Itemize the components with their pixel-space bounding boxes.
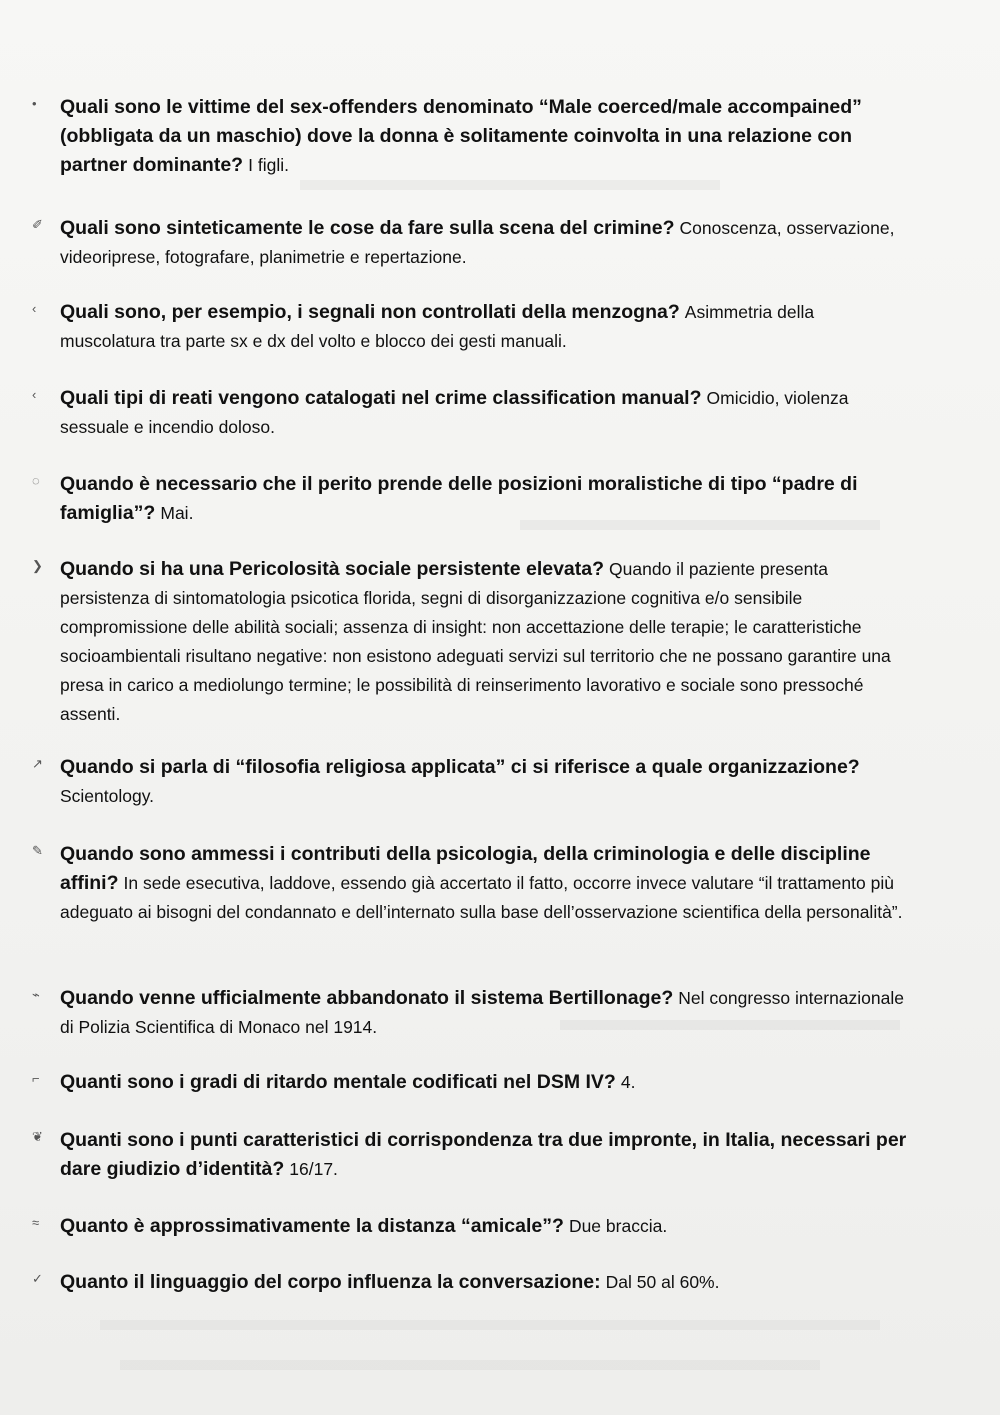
bullet-mark-icon: ‹ — [32, 301, 37, 316]
bullet-mark-icon: ↗ — [32, 756, 43, 771]
qa-item — [32, 555, 910, 729]
qa-item — [32, 384, 910, 442]
qa-item — [32, 840, 910, 927]
answer-text: Omicidio, violenza sessuale e incendio doloso. — [60, 388, 849, 437]
qa-item — [32, 1068, 910, 1097]
bullet-mark-icon: ❯ — [32, 558, 43, 573]
qa-item — [32, 1126, 910, 1184]
bullet-mark-icon: ≈ — [32, 1215, 40, 1230]
bullet-mark-icon: ⌁ — [32, 987, 40, 1002]
question-text: Quali sono sinteticamente le cose da fare sulla scena del crimine? — [60, 217, 675, 239]
qa-item — [32, 984, 910, 1042]
question-text: Quanti sono i punti caratteristici di corrispondenza tra due impronte, in Italia, necessari per dare giudizio d’identità? — [60, 1129, 907, 1180]
bullet-mark-icon: ✓ — [32, 1271, 43, 1286]
qa-item — [32, 298, 910, 356]
question-text: Quali sono le vittime del sex-offenders denominato “Male coerced/male accompained” (obbligata da un maschio) dove la donna è solitamente coinvolta in una relazione con partner dominante? — [60, 96, 862, 176]
bullet-mark-icon: ✐ — [32, 217, 43, 232]
question-text: Quanti sono i gradi di ritardo mentale codificati nel DSM IV? — [60, 1071, 616, 1093]
answer-text: Nel congresso internazionale di Polizia Scientifica di Monaco nel 1914. — [60, 988, 904, 1037]
answer-text: Due braccia. — [568, 1216, 668, 1236]
question-text: Quando si parla di “filosofia religiosa applicata” ci si riferisce a quale organizzazione? — [60, 756, 860, 778]
bullet-mark-icon: ◌ — [32, 473, 40, 488]
question-text: Quando venne ufficialmente abbandonato il sistema Bertillonage? — [60, 987, 674, 1009]
answer-text: 4. — [620, 1072, 636, 1092]
bullet-mark-icon: ❦ — [32, 1129, 43, 1144]
question-text: Quando sono ammessi i contributi della psicologia, della criminologia e delle discipline affini? — [60, 843, 871, 894]
answer-text: Conoscenza, osservazione, videoriprese, fotografare, planimetrie e repertazione. — [60, 218, 895, 267]
bullet-mark-icon: ✎ — [32, 843, 43, 858]
question-text: Quanto il linguaggio del corpo influenza la conversazione: — [60, 1271, 601, 1293]
qa-item — [32, 470, 910, 528]
answer-text: Scientology. — [60, 786, 155, 806]
question-text: Quali tipi di reati vengono catalogati nel crime classification manual? — [60, 387, 702, 409]
question-text: Quali sono, per esempio, i segnali non controllati della menzogna? — [60, 301, 680, 323]
qa-item — [32, 1212, 910, 1241]
bullet-mark-icon: • — [32, 96, 37, 111]
qa-item — [32, 214, 910, 272]
qa-item — [32, 1268, 910, 1297]
question-text: Quando si ha una Pericolosità sociale persistente elevata? — [60, 558, 605, 580]
answer-text: Asimmetria della muscolatura tra parte sx e dx del volto e blocco dei gesti manuali. — [60, 302, 815, 351]
question-text: Quando è necessario che il perito prende delle posizioni moralistiche di tipo “padre di famiglia”? — [60, 473, 858, 524]
answer-text: Dal 50 al 60%. — [605, 1272, 720, 1292]
answer-text: Mai. — [160, 503, 194, 523]
bullet-mark-icon: ‹ — [32, 387, 37, 402]
qa-item — [32, 93, 910, 180]
answer-text: In sede esecutiva, laddove, essendo già accertato il fatto, occorre invece valutare “il trattamento più adeguato ai bisogni del condannato e dell’internato sulla base dell’osservazione scientifica della personalità”. — [60, 873, 903, 922]
question-text: Quanto è approssimativamente la distanza “amicale”? — [60, 1215, 564, 1237]
answer-text: I figli. — [248, 155, 289, 175]
bullet-mark-icon: ⌐ — [32, 1071, 40, 1086]
answer-text: Quando il paziente presenta persistenza di sintomatologia psicotica florida, segni di disorganizzazione cognitiva e/o sensibile compromissione delle abilità sociali; assenza di insight: non accettazione delle terapie; le caratteristiche socioambientali risultano negative: non esistono adeguati servizi sul territorio che ne possano garantire una presa in carico a mediolungo termine; le possibilità di reinserimento lavorativo e sociale sono pressoché assenti. — [60, 559, 891, 724]
answer-text: 16/17. — [289, 1159, 338, 1179]
qa-item — [32, 753, 910, 811]
